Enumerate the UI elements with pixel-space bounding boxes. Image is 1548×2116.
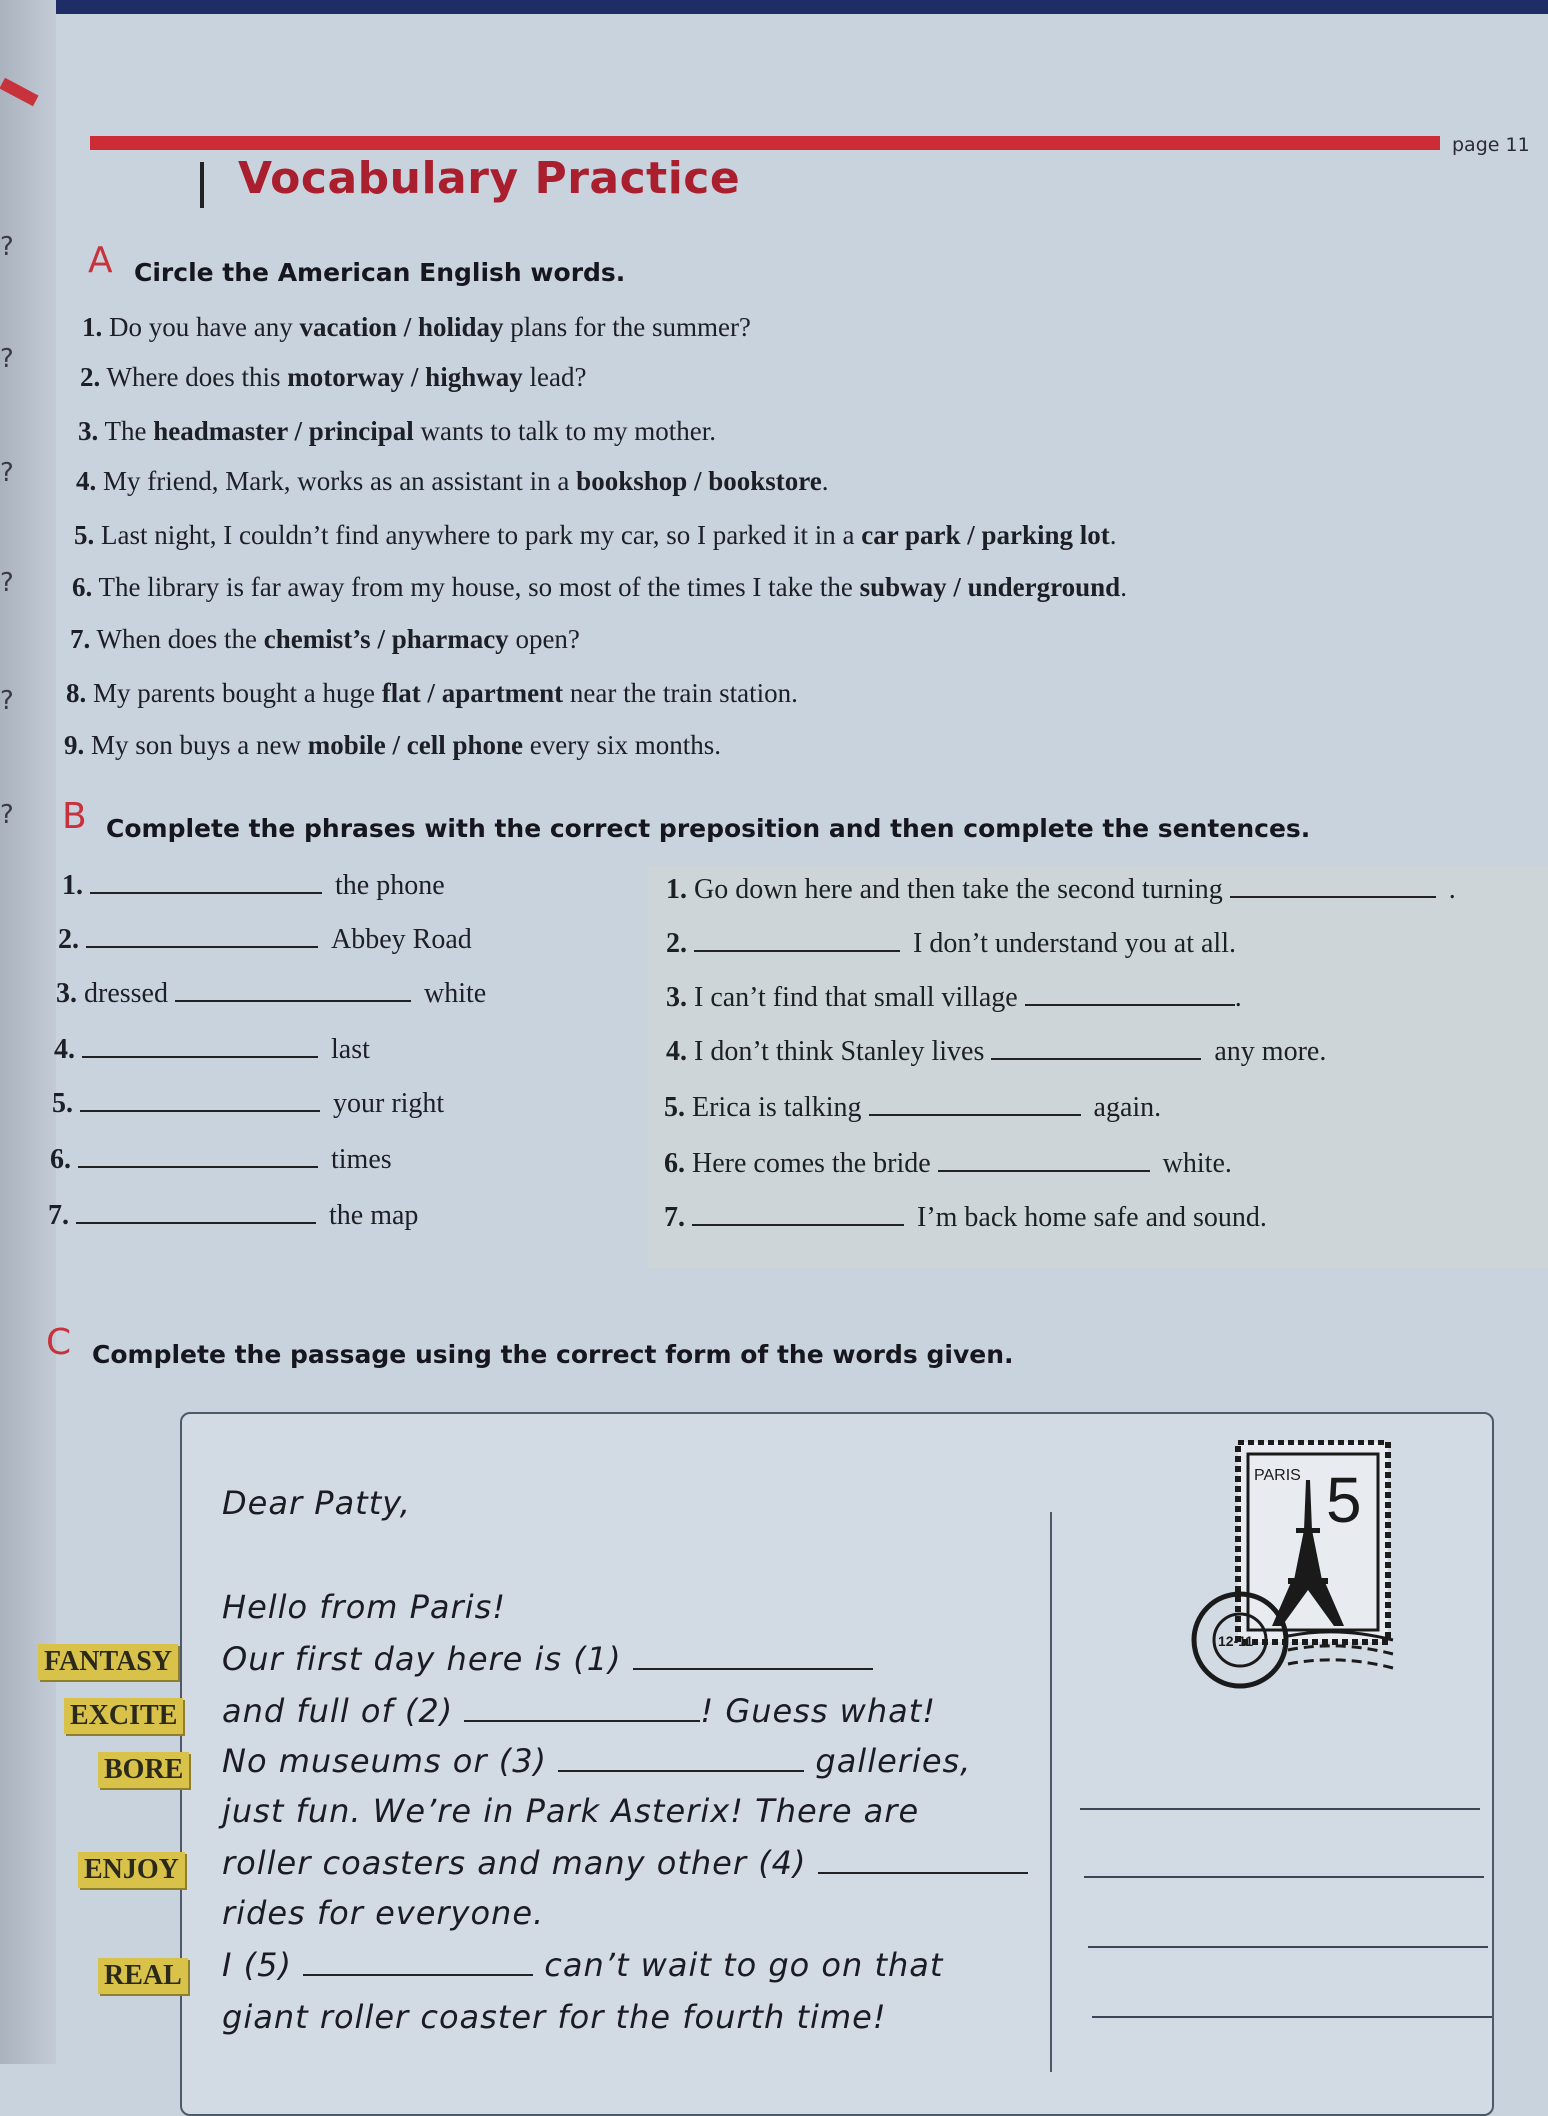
phrase-item: 7. the map [48,1200,419,1231]
answer-blank[interactable] [938,1166,1150,1172]
exercise-a-item: 2. Where does this motorway / highway lead? [80,362,587,392]
exercise-a-item: 8. My parents bought a huge flat / apartment near the train station. [66,678,798,708]
postcard-line: roller coasters and many other (4) [222,1844,1028,1882]
pencil-mark [0,78,39,106]
exercise-a-item: 3. The headmaster / principal wants to talk to my mother. [78,416,716,446]
section-c-letter: C [46,1322,72,1363]
answer-blank[interactable] [818,1868,1028,1874]
postcard-line: Our first day here is (1) [222,1640,873,1678]
sentence-item: 7. I’m back home safe and sound. [664,1202,1267,1233]
word-tag: EXCITE [64,1698,183,1734]
word-tag: ENJOY [78,1852,185,1888]
section-c-instruction: Complete the passage using the correct form of the words given. [92,1340,1014,1369]
address-line [1080,1808,1480,1810]
top-edge [0,0,1548,14]
phrase-item: 5. your right [52,1088,445,1119]
phrase-item: 2. Abbey Road [58,924,472,955]
answer-blank[interactable] [80,1106,320,1112]
exercise-a-item: 4. My friend, Mark, works as an assistant in a bookshop / bookstore. [76,466,829,496]
exercise-a-item: 1. Do you have any vacation / holiday plans for the summer? [82,312,751,342]
page-number: page 11 [1452,134,1530,156]
margin-question-mark: ? [0,232,14,262]
postcard-line: Hello from Paris! [222,1588,507,1626]
exercise-a-item: 6. The library is far away from my house, so most of the times I take the subway / underground. [72,572,1127,602]
phrase-item: 1. the phone [62,870,445,901]
sentence-item: 3. I can’t find that small village . [666,982,1242,1013]
stamp-city: PARIS [1254,1467,1301,1484]
exercise-a-item: 7. When does the chemist’s / pharmacy open? [70,624,580,654]
section-b-letter: B [62,796,87,837]
answer-blank[interactable] [869,1110,1081,1116]
margin-question-mark: ? [0,568,14,598]
margin-question-mark: ? [0,686,14,716]
word-tag: REAL [98,1958,188,1994]
postcard-line: rides for everyone. [222,1894,545,1932]
address-line [1084,1876,1484,1878]
answer-blank[interactable] [82,1052,318,1058]
answer-blank[interactable] [692,1220,904,1226]
postcard-line: I (5) can’t wait to go on that [222,1946,944,1984]
sentence-item: 4. I don’t think Stanley lives any more. [666,1036,1327,1067]
answer-blank[interactable] [991,1054,1201,1060]
phrase-item: 4. last [54,1034,370,1065]
sentence-item: 6. Here comes the bride white. [664,1148,1232,1179]
facing-page-edge [0,0,56,2064]
section-b-instruction: Complete the phrases with the correct preposition and then complete the sentences. [106,814,1311,843]
word-tag: BORE [98,1752,189,1788]
margin-question-mark: ? [0,458,14,488]
phrase-item: 6. times [50,1144,392,1175]
postcard-line: giant roller coaster for the fourth time! [222,1998,887,2036]
postcard-divider [1050,1512,1052,2072]
answer-blank[interactable] [464,1716,700,1722]
answer-blank[interactable] [694,946,900,952]
section-a-instruction: Circle the American English words. [134,258,626,287]
page-title: Vocabulary Practice [238,153,741,204]
sentence-item: 1. Go down here and then take the second turning . [666,874,1456,905]
postcard-greeting: Dear Patty, [222,1484,411,1522]
answer-blank[interactable] [76,1218,316,1224]
address-line [1088,1946,1488,1948]
sentence-item: 5. Erica is talking again. [664,1092,1162,1123]
address-line [1092,2016,1492,2018]
postage-stamp [1188,1440,1398,1700]
svg-text:12-11: 12-11 [1218,1633,1254,1649]
phrase-item: 3. dressed white [56,978,487,1009]
postcard-line: No museums or (3) galleries, [222,1742,972,1780]
title-bar [200,162,204,208]
exercise-a-item: 5. Last night, I couldn’t find anywhere to park my car, so I parked it in a car park / parking lot. [74,520,1117,550]
answer-blank[interactable] [90,888,322,894]
margin-question-mark: ? [0,344,14,374]
header-rule [90,136,1440,150]
postcard-line: just fun. We’re in Park Asterix! There are [222,1792,920,1830]
answer-blank[interactable] [86,942,318,948]
answer-blank[interactable] [1230,892,1436,898]
word-tag: FANTASY [38,1644,178,1680]
exercise-a-item: 9. My son buys a new mobile / cell phone every six months. [64,730,721,760]
postcard-line: and full of (2) ! Guess what! [222,1692,937,1730]
answer-blank[interactable] [558,1766,804,1772]
sentence-item: 2. I don’t understand you at all. [666,928,1236,959]
answer-blank[interactable] [633,1664,873,1670]
stamp-value: 5 [1326,1464,1362,1536]
answer-blank[interactable] [175,996,411,1002]
answer-blank[interactable] [303,1970,533,1976]
margin-question-mark: ? [0,800,14,830]
answer-blank[interactable] [78,1162,318,1168]
section-a-letter: A [88,240,113,281]
answer-blank[interactable] [1025,1000,1235,1006]
